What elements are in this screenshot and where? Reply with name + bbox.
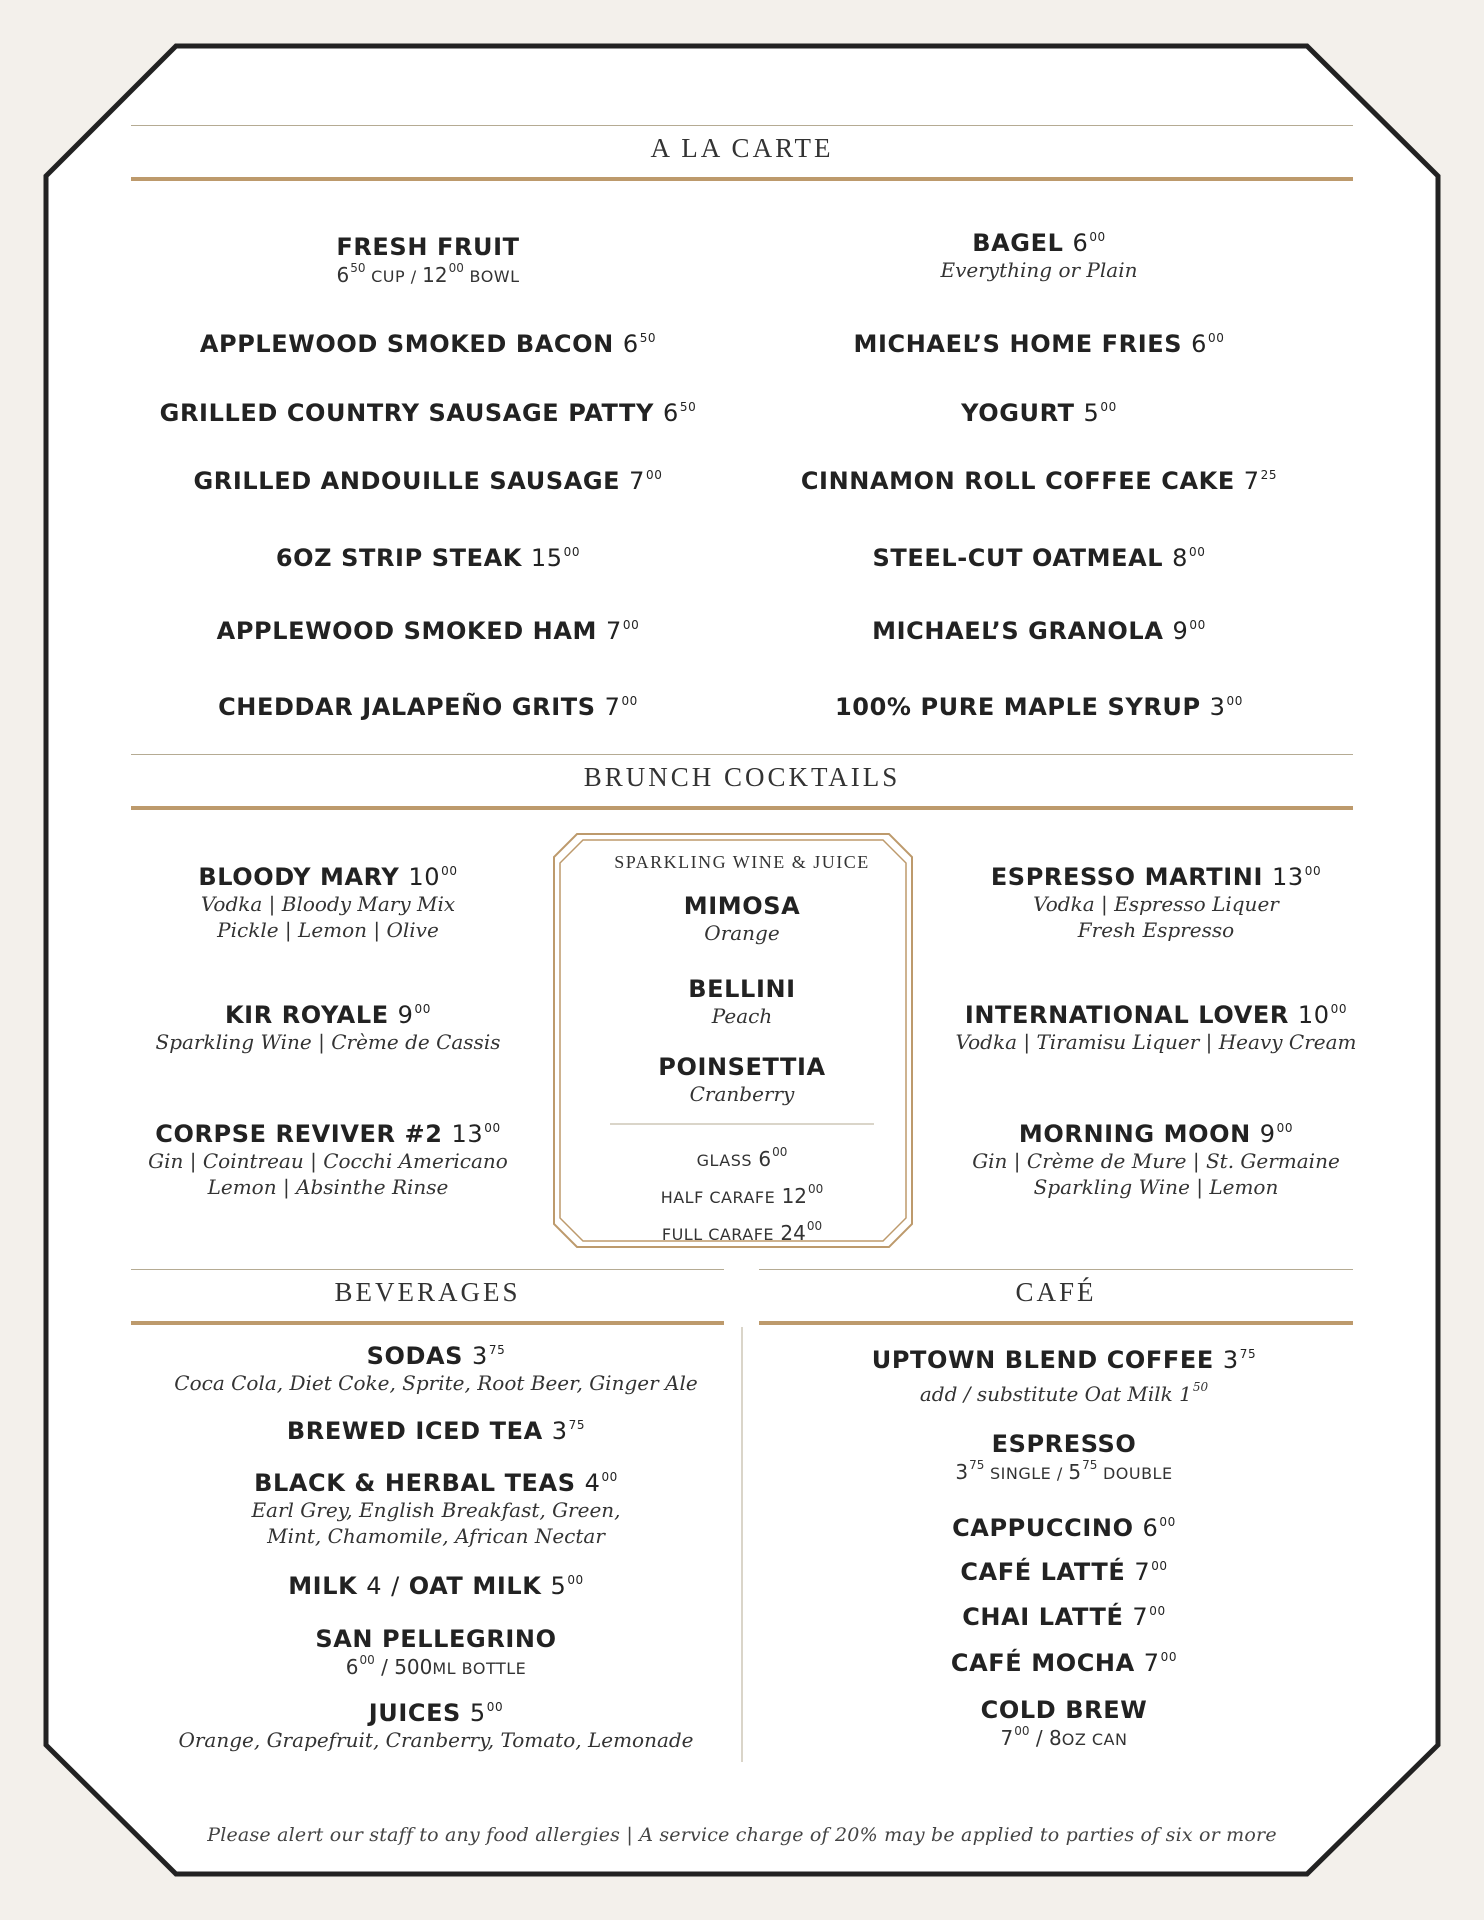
sparkling-prices: GLASS $6^{00}$ HALF CARAFE $12^{00}$ FULL CARAFE $24^{00}$ [660,1145,824,1245]
menu-item: 6OZ STRIP STEAK $15^{00}$ [275,544,581,572]
divider [131,1269,724,1270]
menu-item-cold-brew: COLD BREW $7^{00} / 8OZ$ CAN [980,1696,1148,1750]
divider [131,177,1353,181]
menu-item-san-pellegrino: SAN PELLEGRINO $6^{00} / 500ML$ BOTTLE [315,1625,557,1679]
menu-item: GRILLED COUNTRY SAUSAGE PATTY $6^{50}$ [159,399,697,427]
menu-item-sodas: SODAS $3^{75}$ Coca Cola, Diet Coke, Sprite, Root Beer, Ginger Ale [174,1342,698,1395]
divider [131,754,1353,755]
section-title-beverages: BEVERAGES [334,1277,521,1307]
menu-item-cappuccino: CAPPUCCINO $6^{00}$ [952,1514,1176,1542]
menu-item-herbal-teas: BLACK & HERBAL TEAS $4^{00}$ Earl Grey, English Breakfast, Green, Mint, Chamomile, African Nectar [251,1469,621,1548]
section-title-alacarte: A LA CARTE [650,133,834,163]
sparkling-title: SPARKLING WINE & JUICE [614,852,870,872]
menu-item-international-lover: INTERNATIONAL LOVER $10^{00}$ Vodka | Tiramisu Liquer | Heavy Cream [955,1001,1357,1054]
menu-item: GRILLED ANDOUILLE SAUSAGE $7^{00}$ [193,467,663,495]
menu-item: YOGURT $5^{00}$ [961,399,1117,427]
menu-item-espresso: ESPRESSO $3^{75}$ SINGLE / $5^{75}$ DOUBLE [955,1430,1173,1484]
menu-item-morning-moon: MORNING MOON $9^{00}$ Gin | Crème de Mure | St. Germaine Sparkling Wine | Lemon [972,1120,1340,1199]
menu-item: STEEL-CUT OATMEAL $8^{00}$ [872,544,1206,572]
menu-item-cafe-mocha: CAFÉ MOCHA $7^{00}$ [950,1649,1178,1677]
divider [131,806,1353,810]
sparkling-item-bellini: BELLINI Peach [688,975,796,1028]
menu-item: 100% PURE MAPLE SYRUP $3^{00}$ [834,693,1244,721]
menu-item-fresh-fruit: FRESH FRUIT $6^{50}$ CUP / $12^{00}$ BOWL [336,233,520,287]
menu-item-chai-latte: CHAI LATTÉ $7^{00}$ [962,1603,1166,1631]
menu-item: MICHAEL’S GRANOLA $9^{00}$ [872,617,1206,645]
menu-item-corpse-reviver: CORPSE REVIVER #2 $13^{00}$ Gin | Cointreau | Cocchi Americano Lemon | Absinthe Rinse [148,1120,508,1199]
menu-item-uptown-coffee: UPTOWN BLEND COFFEE $3^{75}$ add / substitute Oat Milk $1^{50}$ [871,1346,1257,1406]
menu-item: CINNAMON ROLL COFFEE CAKE $7^{25}$ [800,467,1278,495]
menu-item: CHEDDAR JALAPEÑO GRITS $7^{00}$ [218,693,638,721]
menu-item: APPLEWOOD SMOKED BACON $6^{50}$ [199,330,657,358]
sparkling-item-mimosa: MIMOSA Orange [683,892,801,945]
menu-item-bloody-mary: BLOODY MARY $10^{00}$ Vodka | Bloody Mary Mix Pickle | Lemon | Olive [198,863,458,942]
divider [131,125,1353,126]
menu-item-juices: JUICES $5^{00}$ Orange, Grapefruit, Cranberry, Tomato, Lemonade [178,1699,694,1752]
section-title-cocktails: BRUNCH COCKTAILS [583,762,901,792]
menu-item: APPLEWOOD SMOKED HAM $7^{00}$ [216,617,640,645]
menu-item-bagel: BAGEL $6^{00}$ Everything or Plain [940,229,1138,282]
menu-item: MICHAEL’S HOME FRIES $6^{00}$ [853,330,1225,358]
menu-item-iced-tea: BREWED ICED TEA $3^{75}$ [286,1417,586,1445]
menu-item-cafe-latte: CAFÉ LATTÉ $7^{00}$ [960,1558,1168,1586]
divider [759,1321,1353,1325]
menu-item-espresso-martini: ESPRESSO MARTINI $13^{00}$ Vodka | Espresso Liquer Fresh Espresso [990,863,1322,942]
menu-item-milk: MILK 4 / OAT MILK $5^{00}$ [288,1572,584,1600]
divider [131,1321,724,1325]
footer-note: Please alert our staff to any food allergies | A service charge of 20% may be applied to parties of six or more [207,1824,1277,1846]
section-title-cafe: CAFÉ [1015,1277,1097,1307]
divider [759,1269,1353,1270]
sparkling-item-poinsettia: POINSETTIA Cranberry [658,1053,826,1106]
menu-item-kir-royale: KIR ROYALE $9^{00}$ Sparkling Wine | Crème de Cassis [155,1001,501,1054]
